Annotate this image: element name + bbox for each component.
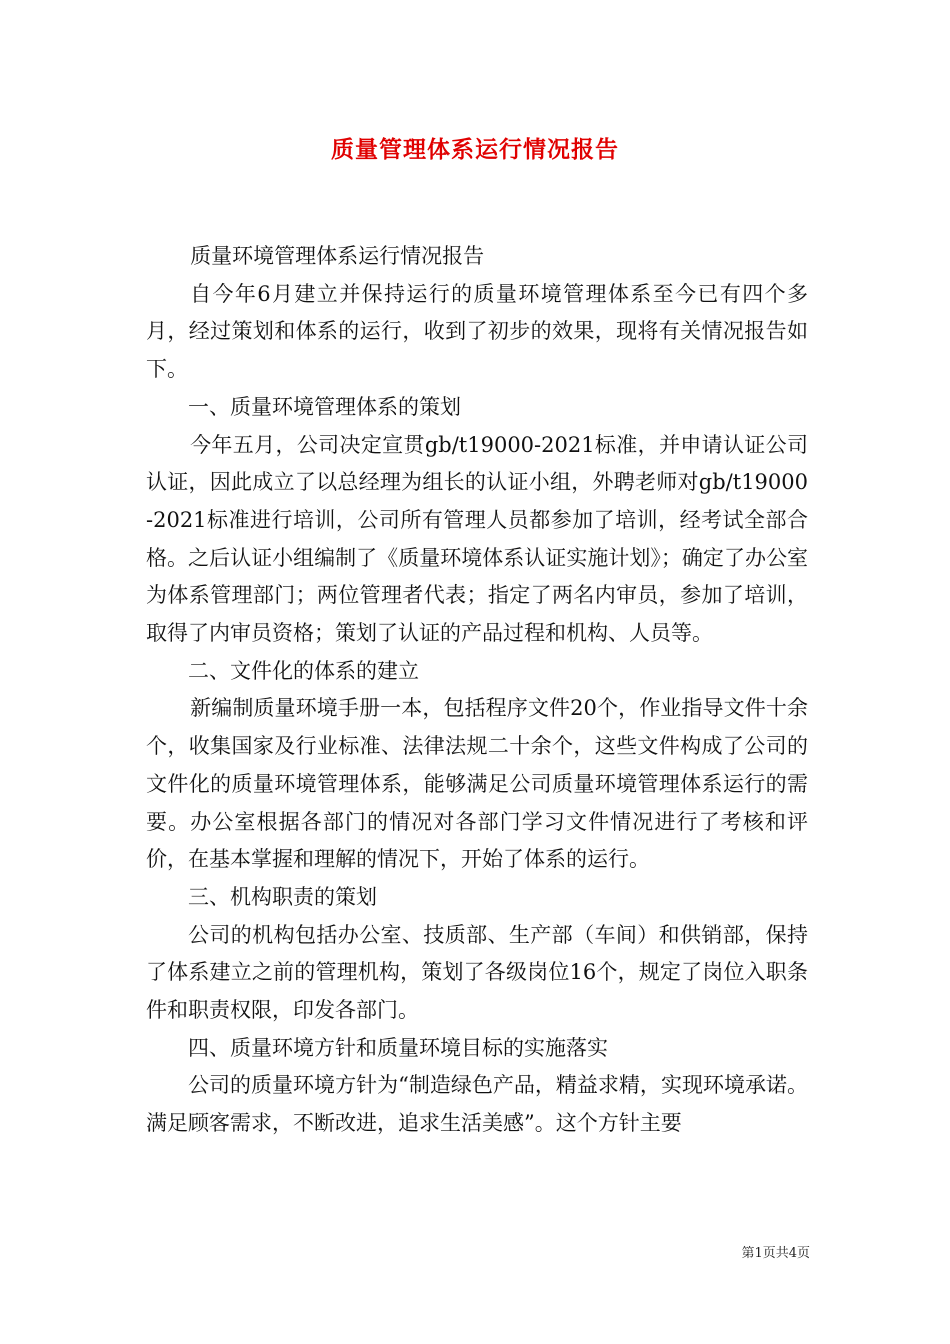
section-heading-4: 四、质量环境方针和质量环境目标的实施落实 bbox=[188, 1035, 608, 1060]
intro-paragraph: 自今年6月建立并保持运行的质量环境管理体系至今已有四个多月，经过策划和体系的运行，收到了初步的效果，现将有关情况报告如下。 bbox=[146, 281, 808, 382]
page-title: 质量管理体系运行情况报告 bbox=[331, 136, 619, 163]
section-2-paragraph: 新编制质量环境手册一本，包括程序文件20个，作业指导文件十余个，收集国家及行业标准、法律法规二十余个，这些文件构成了公司的文件化的质量环境管理体系，能够满足公司质量环境管理体系运行的需要。办公室根据各部门的情况对各部门学习文件情况进行了考核和评价，在基本掌握和理解的情况下，开始了体系的运行。 bbox=[146, 696, 808, 872]
section-3-paragraph: 公司的机构包括办公室、技质部、生产部（车间）和供销部，保持了体系建立之前的管理机构，策划了各级岗位16个，规定了岗位入职条件和职责权限，印发各部门。 bbox=[146, 922, 808, 1023]
section-heading-3: 三、机构职责的策划 bbox=[188, 884, 377, 909]
section-heading-2: 二、文件化的体系的建立 bbox=[188, 658, 419, 683]
section-heading-1: 一、质量环境管理体系的策划 bbox=[188, 394, 461, 419]
page-number: 第1页共4页 bbox=[741, 1246, 810, 1261]
section-1-paragraph: 今年五月，公司决定宣贯gb/t19000-2021标准，并申请认证公司认证，因此成立了以总经理为组长的认证小组，外聘老师对gb/t19000-2021标准进行培训，公司所有管理人员都参加了培训，经考试全部合格。之后认证小组编制了《质量环境体系认证实施计划》；确定了办公室为体系管理部门；两位管理者代表；指定了两名内审员，参加了培训，取得了内审员资格；策划了认证的产品过程和机构、人员等。 bbox=[146, 432, 808, 646]
section-4-paragraph: 公司的质量环境方针为“制造绿色产品，精益求精，实现环境承诺。满足顾客需求，不断改进，追求生活美感”。这个方针主要 bbox=[146, 1073, 808, 1136]
document-body bbox=[146, 238, 808, 1143]
subtitle-paragraph: 质量环境管理体系运行情况报告 bbox=[190, 244, 485, 268]
